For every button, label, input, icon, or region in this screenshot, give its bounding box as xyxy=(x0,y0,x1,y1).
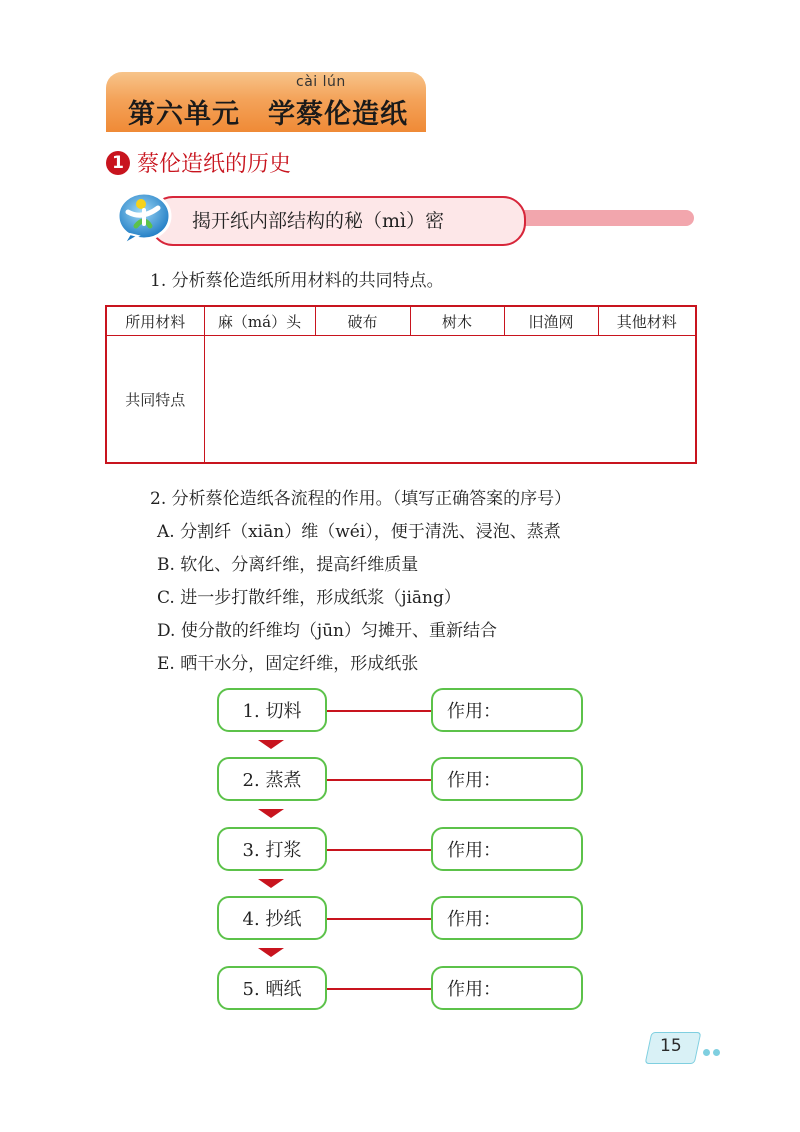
use-answer-box[interactable]: 作用： xyxy=(431,757,583,801)
table-row-label: 共同特点 xyxy=(106,336,204,464)
table-answer-row xyxy=(106,336,696,464)
use-answer-box[interactable]: 作用： xyxy=(431,896,583,940)
option-c: C. 进一步打散纤维，形成纸浆（jiāng） xyxy=(157,588,461,608)
materials-table xyxy=(105,305,697,464)
decor-dot xyxy=(703,1049,710,1056)
page-number: 15 xyxy=(660,1036,682,1056)
step-box-cut: 1. 切料 xyxy=(217,688,327,732)
table-cell-material: 麻（má）头 xyxy=(204,306,315,336)
table-cell-material: 其他材料 xyxy=(598,306,696,336)
table-cell-material: 树木 xyxy=(410,306,504,336)
option-a: A. 分割纤（xiān）维（wéi），便于清洗、浸泡、蒸煮 xyxy=(157,522,561,542)
section-number-badge: 1 xyxy=(106,151,130,175)
decor-dot xyxy=(713,1049,720,1056)
step-box-sheet: 4. 抄纸 xyxy=(217,896,327,940)
question-2: 2. 分析蔡伦造纸各流程的作用。（填写正确答案的序号） xyxy=(150,489,572,509)
down-arrow-icon xyxy=(258,879,284,888)
down-arrow-icon xyxy=(258,809,284,818)
table-cell-material: 旧渔网 xyxy=(504,306,598,336)
connector-line xyxy=(327,849,431,851)
unit-title: 第六单元 学蔡伦造纸 xyxy=(128,99,408,130)
connector-line xyxy=(327,710,431,712)
connector-line xyxy=(327,779,431,781)
step-box-beat: 3. 打浆 xyxy=(217,827,327,871)
step-box-dry: 5. 晒纸 xyxy=(217,966,327,1010)
common-features-answer-cell[interactable] xyxy=(204,336,696,464)
option-d: D. 使分散的纤维均（jūn）匀摊开、重新结合 xyxy=(157,621,497,641)
table-header-row xyxy=(106,306,696,336)
table-cell-material: 破布 xyxy=(315,306,410,336)
section-title: 蔡伦造纸的历史 xyxy=(137,152,292,177)
use-answer-box[interactable]: 作用： xyxy=(431,966,583,1010)
connector-line xyxy=(327,988,431,990)
option-b: B. 软化、分离纤维，提高纤维质量 xyxy=(157,555,419,575)
banner-text: 揭开纸内部结构的秘（mì）密 xyxy=(192,210,445,232)
use-answer-box[interactable]: 作用： xyxy=(431,827,583,871)
option-e: E. 晒干水分，固定纤维，形成纸张 xyxy=(157,654,419,674)
down-arrow-icon xyxy=(258,740,284,749)
explore-mascot-icon xyxy=(114,190,174,246)
use-answer-box[interactable]: 作用： xyxy=(431,688,583,732)
question-1: 1. 分析蔡伦造纸所用材料的共同特点。 xyxy=(150,271,444,291)
step-box-steam: 2. 蒸煮 xyxy=(217,757,327,801)
unit-pinyin: cài lún xyxy=(296,74,346,90)
connector-line xyxy=(327,918,431,920)
down-arrow-icon xyxy=(258,948,284,957)
table-row-label: 所用材料 xyxy=(106,306,204,336)
